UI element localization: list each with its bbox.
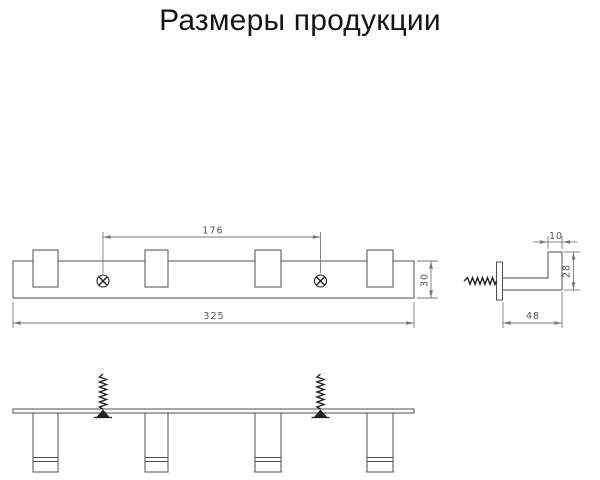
hook-bottom-4 (367, 413, 393, 472)
hook-front-3 (255, 250, 281, 287)
dim-total-length-value: 325 (203, 311, 225, 322)
dim-hook-height-value: 28 (561, 263, 573, 279)
hook-bottom-1 (33, 413, 58, 472)
bottom-view (13, 374, 414, 472)
hook-front-1 (33, 250, 58, 287)
front-view (13, 226, 438, 329)
dim-hook-depth (503, 292, 562, 328)
dim-rail-height (417, 261, 438, 298)
screw-bottom-right-icon (312, 374, 330, 418)
dim-total-length (13, 302, 414, 328)
rail-front (13, 261, 414, 298)
rail-side-profile (497, 262, 503, 300)
side-view (464, 231, 580, 328)
screw-side-icon (464, 278, 497, 285)
hook-side-profile (503, 252, 563, 290)
dim-hook-height (562, 252, 581, 290)
page-title: Размеры продукции (159, 4, 441, 37)
dim-hook-spacing (103, 226, 321, 274)
screw-symbol-left-icon (97, 275, 109, 287)
dim-hook-depth-value: 48 (525, 311, 541, 322)
screw-symbol-right-icon (315, 275, 327, 287)
rail-bottom (13, 409, 414, 413)
hook-bottom-2 (145, 413, 168, 472)
dim-rail-height-value: 30 (419, 272, 431, 288)
hook-front-4 (367, 250, 393, 287)
dim-hook-spacing-value: 176 (202, 225, 224, 237)
screw-bottom-left-icon (94, 374, 112, 418)
hook-bottom-3 (255, 413, 281, 472)
dim-tip-width (533, 231, 577, 249)
dim-tip-width-value: 10 (548, 231, 564, 242)
hook-front-2 (145, 250, 168, 287)
